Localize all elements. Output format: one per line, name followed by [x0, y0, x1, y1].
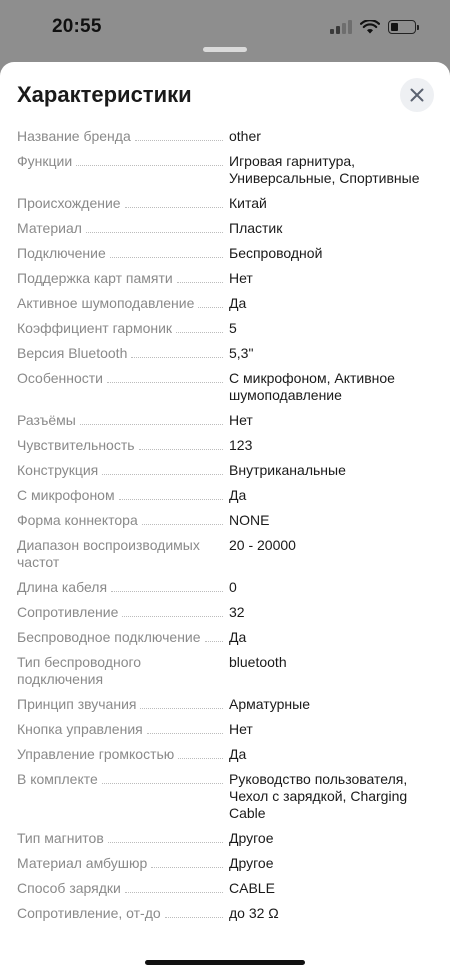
spec-row [0, 629, 450, 646]
spec-row [0, 295, 450, 312]
spec-row [0, 153, 450, 187]
spec-name [17, 880, 229, 897]
spec-value: Нет [229, 721, 253, 737]
close-button[interactable] [400, 78, 434, 112]
spec-value: С микрофоном, Активное шумоподавление [229, 370, 395, 403]
spec-value: NONE [229, 512, 270, 528]
spec-value: Нет [229, 412, 253, 428]
dot-leader [102, 771, 223, 784]
spec-value: 20 - 20000 [229, 537, 296, 553]
spec-name [17, 905, 229, 922]
dot-leader [165, 905, 223, 918]
dot-leader [107, 370, 223, 383]
spec-name [17, 537, 229, 571]
dot-leader [151, 855, 223, 868]
battery-icon [388, 20, 416, 34]
dot-leader [125, 195, 223, 208]
spec-row [0, 830, 450, 847]
spec-name [17, 462, 229, 479]
spec-name-label: Коэффициент гармоник [17, 320, 175, 337]
spec-name [17, 412, 229, 429]
dot-leader [102, 462, 223, 475]
spec-value: bluetooth [229, 654, 287, 670]
spec-value: 123 [229, 437, 253, 453]
cellular-signal-icon [330, 20, 352, 34]
spec-row [0, 855, 450, 872]
spec-name-label: Чувствительность [17, 437, 138, 454]
spec-name-label: Подключение [17, 245, 109, 262]
spec-name-label: Кнопка управления [17, 721, 146, 738]
spec-name-label: Диапазон воспроизводимых частот [17, 537, 200, 570]
spec-row [0, 771, 450, 822]
spec-row [0, 579, 450, 596]
spec-name-label: Сопротивление, от-до [17, 905, 164, 922]
spec-value: 5 [229, 320, 237, 336]
dot-leader [119, 487, 223, 500]
spec-name [17, 220, 229, 237]
dot-leader [139, 437, 223, 450]
spec-name [17, 128, 229, 145]
spec-row [0, 721, 450, 738]
spec-name [17, 771, 229, 788]
spec-row [0, 537, 450, 571]
spec-name-label: Беспроводное подключение [17, 629, 204, 646]
spec-row [0, 654, 450, 688]
spec-name-label: Управление громкостью [17, 746, 177, 763]
sheet-title: Характеристики [17, 82, 192, 107]
status-bar [0, 0, 450, 54]
dot-leader [111, 579, 223, 592]
spec-name-label: Длина кабеля [17, 579, 110, 596]
spec-name [17, 195, 229, 212]
spec-name-label: Форма коннектора [17, 512, 141, 529]
spec-name [17, 245, 229, 262]
dot-leader [108, 830, 223, 843]
spec-row [0, 604, 450, 621]
spec-name [17, 721, 229, 738]
spec-name-label: Особенности [17, 370, 106, 387]
spec-value: CABLE [229, 880, 275, 896]
spec-name-label: Тип беспроводного подключения [17, 654, 142, 687]
dot-leader [122, 604, 223, 617]
spec-name [17, 629, 229, 646]
dot-leader [176, 320, 223, 333]
spec-value: other [229, 128, 261, 144]
spec-name-label: Версия Bluetooth [17, 345, 130, 362]
spec-row [0, 345, 450, 362]
spec-name [17, 295, 229, 312]
spec-name [17, 270, 229, 287]
spec-row [0, 270, 450, 287]
spec-value: Руководство пользователя, Чехол с зарядкой, Charging Cable [229, 771, 408, 821]
spec-value: Пластик [229, 220, 283, 236]
close-icon [410, 88, 424, 102]
spec-name-label: Материал амбушюр [17, 855, 150, 872]
spec-name-label: Функции [17, 153, 75, 170]
dot-leader [178, 746, 223, 759]
spec-row [0, 370, 450, 404]
dot-leader [147, 721, 223, 734]
spec-name [17, 604, 229, 621]
spec-name-label: Принцип звучания [17, 696, 139, 713]
spec-name-label: Название бренда [17, 128, 134, 145]
dot-leader [198, 295, 223, 308]
spec-row [0, 437, 450, 454]
spec-value: Китай [229, 195, 267, 211]
spec-name [17, 512, 229, 529]
dot-leader [76, 153, 223, 166]
spec-row [0, 512, 450, 529]
spec-value: Другое [229, 855, 274, 871]
spec-name [17, 153, 229, 170]
spec-name [17, 855, 229, 872]
spec-value: Да [229, 295, 247, 311]
spec-value: 5,3" [229, 345, 254, 361]
spec-name [17, 579, 229, 596]
spec-row [0, 746, 450, 763]
status-time: 20:55 [52, 16, 102, 37]
characteristics-sheet [0, 62, 450, 973]
spec-value: Арматурные [229, 696, 311, 712]
spec-value: 32 [229, 604, 245, 620]
spec-row [0, 880, 450, 897]
spec-row [0, 462, 450, 479]
spec-value: Другое [229, 830, 274, 846]
dot-leader [205, 629, 223, 642]
home-indicator [145, 960, 305, 965]
dot-leader [125, 880, 223, 893]
spec-name [17, 437, 229, 454]
spec-name-label: Поддержка карт памяти [17, 270, 176, 287]
spec-value: Да [229, 629, 247, 645]
dot-leader [140, 696, 223, 709]
spec-name-label: Способ зарядки [17, 880, 124, 897]
spec-name-label: С микрофоном [17, 487, 118, 504]
spec-name [17, 487, 229, 504]
dot-leader [142, 512, 223, 525]
spec-list [0, 128, 450, 930]
wifi-icon [360, 20, 380, 34]
spec-value: до 32 Ω [229, 905, 279, 921]
spec-value: Игровая гарнитура, Универсальные, Спортивные [229, 153, 420, 186]
spec-name-label: Происхождение [17, 195, 124, 212]
spec-row [0, 412, 450, 429]
spec-row [0, 487, 450, 504]
status-icons [330, 20, 416, 34]
spec-name-label: Материал [17, 220, 85, 237]
dot-leader [177, 270, 223, 283]
spec-name [17, 746, 229, 763]
spec-name-label: Тип магнитов [17, 830, 107, 847]
spec-name [17, 345, 229, 362]
spec-name [17, 654, 229, 688]
dot-leader [135, 128, 223, 141]
spec-name [17, 320, 229, 337]
spec-name-label: Конструкция [17, 462, 101, 479]
spec-name-label: Разъёмы [17, 412, 79, 429]
dot-leader [131, 345, 223, 358]
spec-name-label: Сопротивление [17, 604, 121, 621]
spec-name [17, 370, 229, 387]
spec-name [17, 830, 229, 847]
sheet-grabber[interactable] [203, 47, 247, 52]
spec-name [17, 696, 229, 713]
spec-value: Внутриканальные [229, 462, 346, 478]
dot-leader [80, 412, 223, 425]
spec-name-label: Активное шумоподавление [17, 295, 197, 312]
spec-row [0, 220, 450, 237]
spec-name-label: В комплекте [17, 771, 101, 788]
spec-row [0, 195, 450, 212]
spec-value: Беспроводной [229, 245, 323, 261]
spec-value: Нет [229, 270, 253, 286]
spec-row [0, 245, 450, 262]
spec-row [0, 320, 450, 337]
spec-row [0, 696, 450, 713]
spec-row [0, 905, 450, 922]
spec-value: 0 [229, 579, 237, 595]
spec-row [0, 128, 450, 145]
dot-leader [110, 245, 223, 258]
dot-leader [86, 220, 223, 233]
spec-value: Да [229, 487, 247, 503]
spec-value: Да [229, 746, 247, 762]
